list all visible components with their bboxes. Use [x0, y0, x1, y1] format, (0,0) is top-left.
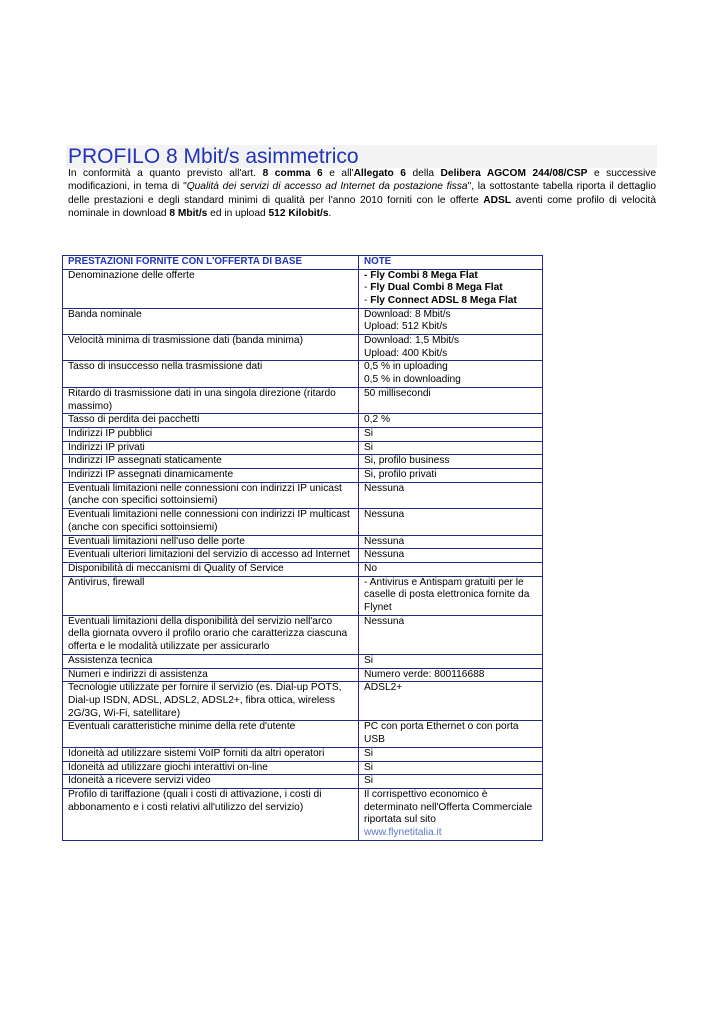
note-line: Download: 8 Mbit/s: [364, 308, 451, 320]
table-row: [63, 549, 543, 563]
row-label: Idoneità a ricevere servizi video: [63, 775, 359, 789]
note-line: 0,2 %: [364, 414, 391, 426]
row-label: Eventuali ulteriori limitazioni del servizio di accesso ad Internet: [63, 549, 359, 563]
offer-name: Fly Connect ADSL 8 Mega Flat: [370, 294, 517, 306]
table-row: [63, 747, 543, 761]
website-link[interactable]: www.flynetitalia.it: [364, 827, 442, 839]
offer-name: - Fly Combi 8 Mega Flat: [364, 269, 478, 281]
table-row: [63, 761, 543, 775]
note-line: Si: [364, 427, 374, 439]
page-title: PROFILO 8 Mbit/s asimmetrico: [68, 145, 359, 168]
row-note: [359, 549, 543, 563]
service-specs-table: [62, 255, 543, 841]
row-label: Eventuali caratteristiche minime della rete d'utente: [63, 721, 359, 747]
note-line: Upload: 512 Kbit/s: [364, 321, 448, 333]
intro-bold: 8 comma 6: [262, 168, 323, 179]
row-note: [359, 441, 543, 455]
row-label: Indirizzi IP assegnati staticamente: [63, 455, 359, 469]
row-note: [359, 414, 543, 428]
table-row: [63, 615, 543, 654]
intro-bold: 512 Kilobit/s: [268, 207, 329, 219]
table-row: [63, 788, 543, 840]
note-line: Si, profilo business: [364, 455, 450, 467]
row-note: [359, 469, 543, 483]
intro-text: .: [328, 207, 332, 219]
row-label: Indirizzi IP pubblici: [63, 427, 359, 441]
row-label: Indirizzi IP privati: [63, 441, 359, 455]
row-note: [359, 482, 543, 508]
row-label: Assistenza tecnica: [63, 654, 359, 668]
intro-text: e all': [322, 168, 354, 179]
note-line: 0,5 % in uploading: [364, 361, 448, 373]
table-row: [63, 721, 543, 747]
note-line: Si: [364, 747, 374, 759]
table-row: [63, 469, 543, 483]
row-label: Tasso di insuccesso nella trasmissione dati: [63, 361, 359, 387]
row-label: Denominazione delle offerte: [63, 269, 359, 308]
row-label: Eventuali limitazioni nelle connessioni con indirizzi IP unicast (anche con specifici sottoinsiemi): [63, 482, 359, 508]
row-label: Disponibilità di meccanismi di Quality of Service: [63, 562, 359, 576]
row-note: [359, 721, 543, 747]
table-row: [63, 682, 543, 721]
intro-bold: Allegato 6: [353, 168, 406, 179]
table-row: [63, 387, 543, 413]
note-line: - Antivirus e Antispam gratuiti per le caselle di posta elettronica fornite da Flynet: [364, 576, 530, 614]
row-note: [359, 427, 543, 441]
row-note: [359, 562, 543, 576]
note-line: PC con porta Ethernet o con porta USB: [364, 721, 519, 746]
table-row: [63, 335, 543, 361]
row-note: [359, 335, 543, 361]
note-line: 0,5 % in downloading: [364, 374, 461, 386]
intro-italic: Qualità dei servizi di accesso ad Internet da postazione fissa: [186, 181, 468, 193]
row-note: [359, 576, 543, 615]
note-line: Nessuna: [364, 482, 405, 494]
table-row: [63, 654, 543, 668]
note-line: No: [364, 562, 378, 574]
table-header-row: [63, 256, 543, 270]
note-line: Si: [364, 441, 374, 453]
note-line: Download: 1,5 Mbit/s: [364, 335, 460, 347]
intro-paragraph: [68, 167, 656, 220]
row-label: Idoneità ad utilizzare giochi interattivi on-line: [63, 761, 359, 775]
table-row: [63, 414, 543, 428]
row-label: Ritardo di trasmissione dati in una singola direzione (ritardo massimo): [63, 387, 359, 413]
row-label: Eventuali limitazioni della disponibilità del servizio nell'arco della giornata ovvero il profilo orario che caratterizza ciascuna offerta e le modalità utilizzate per assicurarlo: [63, 615, 359, 654]
intro-text: ed in upload: [207, 207, 269, 219]
intro-bold: Delibera AGCOM 244/08/CSP: [440, 168, 588, 179]
offer-dash: -: [364, 282, 371, 294]
row-label: Numeri e indirizzi di assistenza: [63, 668, 359, 682]
intro-text: ", la sottostante tabella riporta il dettaglio delle prestazioni e degli standard minimi di qualità per l'anno 2010 forniti con le offerte: [68, 181, 656, 206]
note-line: Si, profilo privati: [364, 469, 437, 481]
row-note: [359, 775, 543, 789]
row-label: Antivirus, firewall: [63, 576, 359, 615]
intro-bold: 8 Mbit/s: [169, 207, 208, 219]
note-line: Nessuna: [364, 549, 405, 561]
note-line: Nessuna: [364, 615, 405, 627]
note-line: Nessuna: [364, 535, 405, 547]
note-line: 50 millisecondi: [364, 387, 431, 399]
row-note: [359, 509, 543, 535]
row-label: Banda nominale: [63, 308, 359, 334]
offer-line: [364, 282, 538, 295]
intro-bold: ADSL: [483, 194, 511, 206]
note-line: ADSL2+: [364, 682, 403, 694]
row-note: [359, 654, 543, 668]
row-label: Idoneità ad utilizzare sistemi VoIP forniti da altri operatori: [63, 747, 359, 761]
table-row: [63, 562, 543, 576]
intro-text: e successive modificazioni, in tema di ": [68, 168, 656, 193]
row-note: [359, 615, 543, 654]
row-label: Eventuali limitazioni nelle connessioni con indirizzi IP multicast (anche con specifici sottoinsiemi): [63, 509, 359, 535]
table-row: [63, 668, 543, 682]
intro-text: In conformità a quanto previsto all'art.: [68, 168, 263, 179]
row-note: [359, 269, 543, 308]
offer-dash: -: [364, 294, 371, 306]
note-line: Il corrispettivo economico è determinato nell'Offerta Commerciale riportata sul sito: [364, 788, 533, 826]
row-note: [359, 668, 543, 682]
table-row: [63, 535, 543, 549]
row-note: [359, 682, 543, 721]
note-line: Si: [364, 654, 374, 666]
row-note: [359, 747, 543, 761]
header-note: NOTE: [359, 256, 543, 270]
row-note: [359, 308, 543, 334]
row-label: Eventuali limitazioni nell'uso delle porte: [63, 535, 359, 549]
row-label: Velocità minima di trasmissione dati (banda minima): [63, 335, 359, 361]
row-label: Indirizzi IP assegnati dinamicamente: [63, 469, 359, 483]
offer-line: [364, 295, 538, 308]
table-row: [63, 361, 543, 387]
table-row: [63, 441, 543, 455]
intro-text: aventi come profilo di velocità nominale in download: [68, 194, 656, 219]
table-row: [63, 509, 543, 535]
row-label: Tasso di perdita dei pacchetti: [63, 414, 359, 428]
table-row: [63, 775, 543, 789]
table-row: [63, 308, 543, 334]
note-line: Si: [364, 761, 374, 773]
note-line: Si: [364, 775, 374, 787]
header-prestazioni: PRESTAZIONI FORNITE CON L'OFFERTA DI BASE: [63, 256, 359, 270]
intro-text: della: [405, 168, 441, 179]
table-row: [63, 455, 543, 469]
table-row: [63, 269, 543, 308]
row-note: [359, 455, 543, 469]
table-row: [63, 427, 543, 441]
row-note: [359, 361, 543, 387]
row-label: Profilo di tariffazione (quali i costi di attivazione, i costi di abbonamento e i costi relativi all'utilizzo del servizio): [63, 788, 359, 840]
row-note: [359, 788, 543, 840]
note-line: Upload: 400 Kbit/s: [364, 347, 448, 359]
note-line: Nessuna: [364, 509, 405, 521]
row-label: Tecnologie utilizzate per fornire il servizio (es. Dial-up POTS, Dial-up ISDN, ADSL, ADSL2, ADSL2+, fibra ottica, wireless 2G/3G, Wi-Fi, satellitare): [63, 682, 359, 721]
table-row: [63, 576, 543, 615]
row-note: [359, 761, 543, 775]
row-note: [359, 535, 543, 549]
offer-name: Fly Dual Combi 8 Mega Flat: [370, 282, 503, 294]
note-line: Numero verde: 800116688: [364, 668, 485, 680]
row-note: [359, 387, 543, 413]
table-row: [63, 482, 543, 508]
